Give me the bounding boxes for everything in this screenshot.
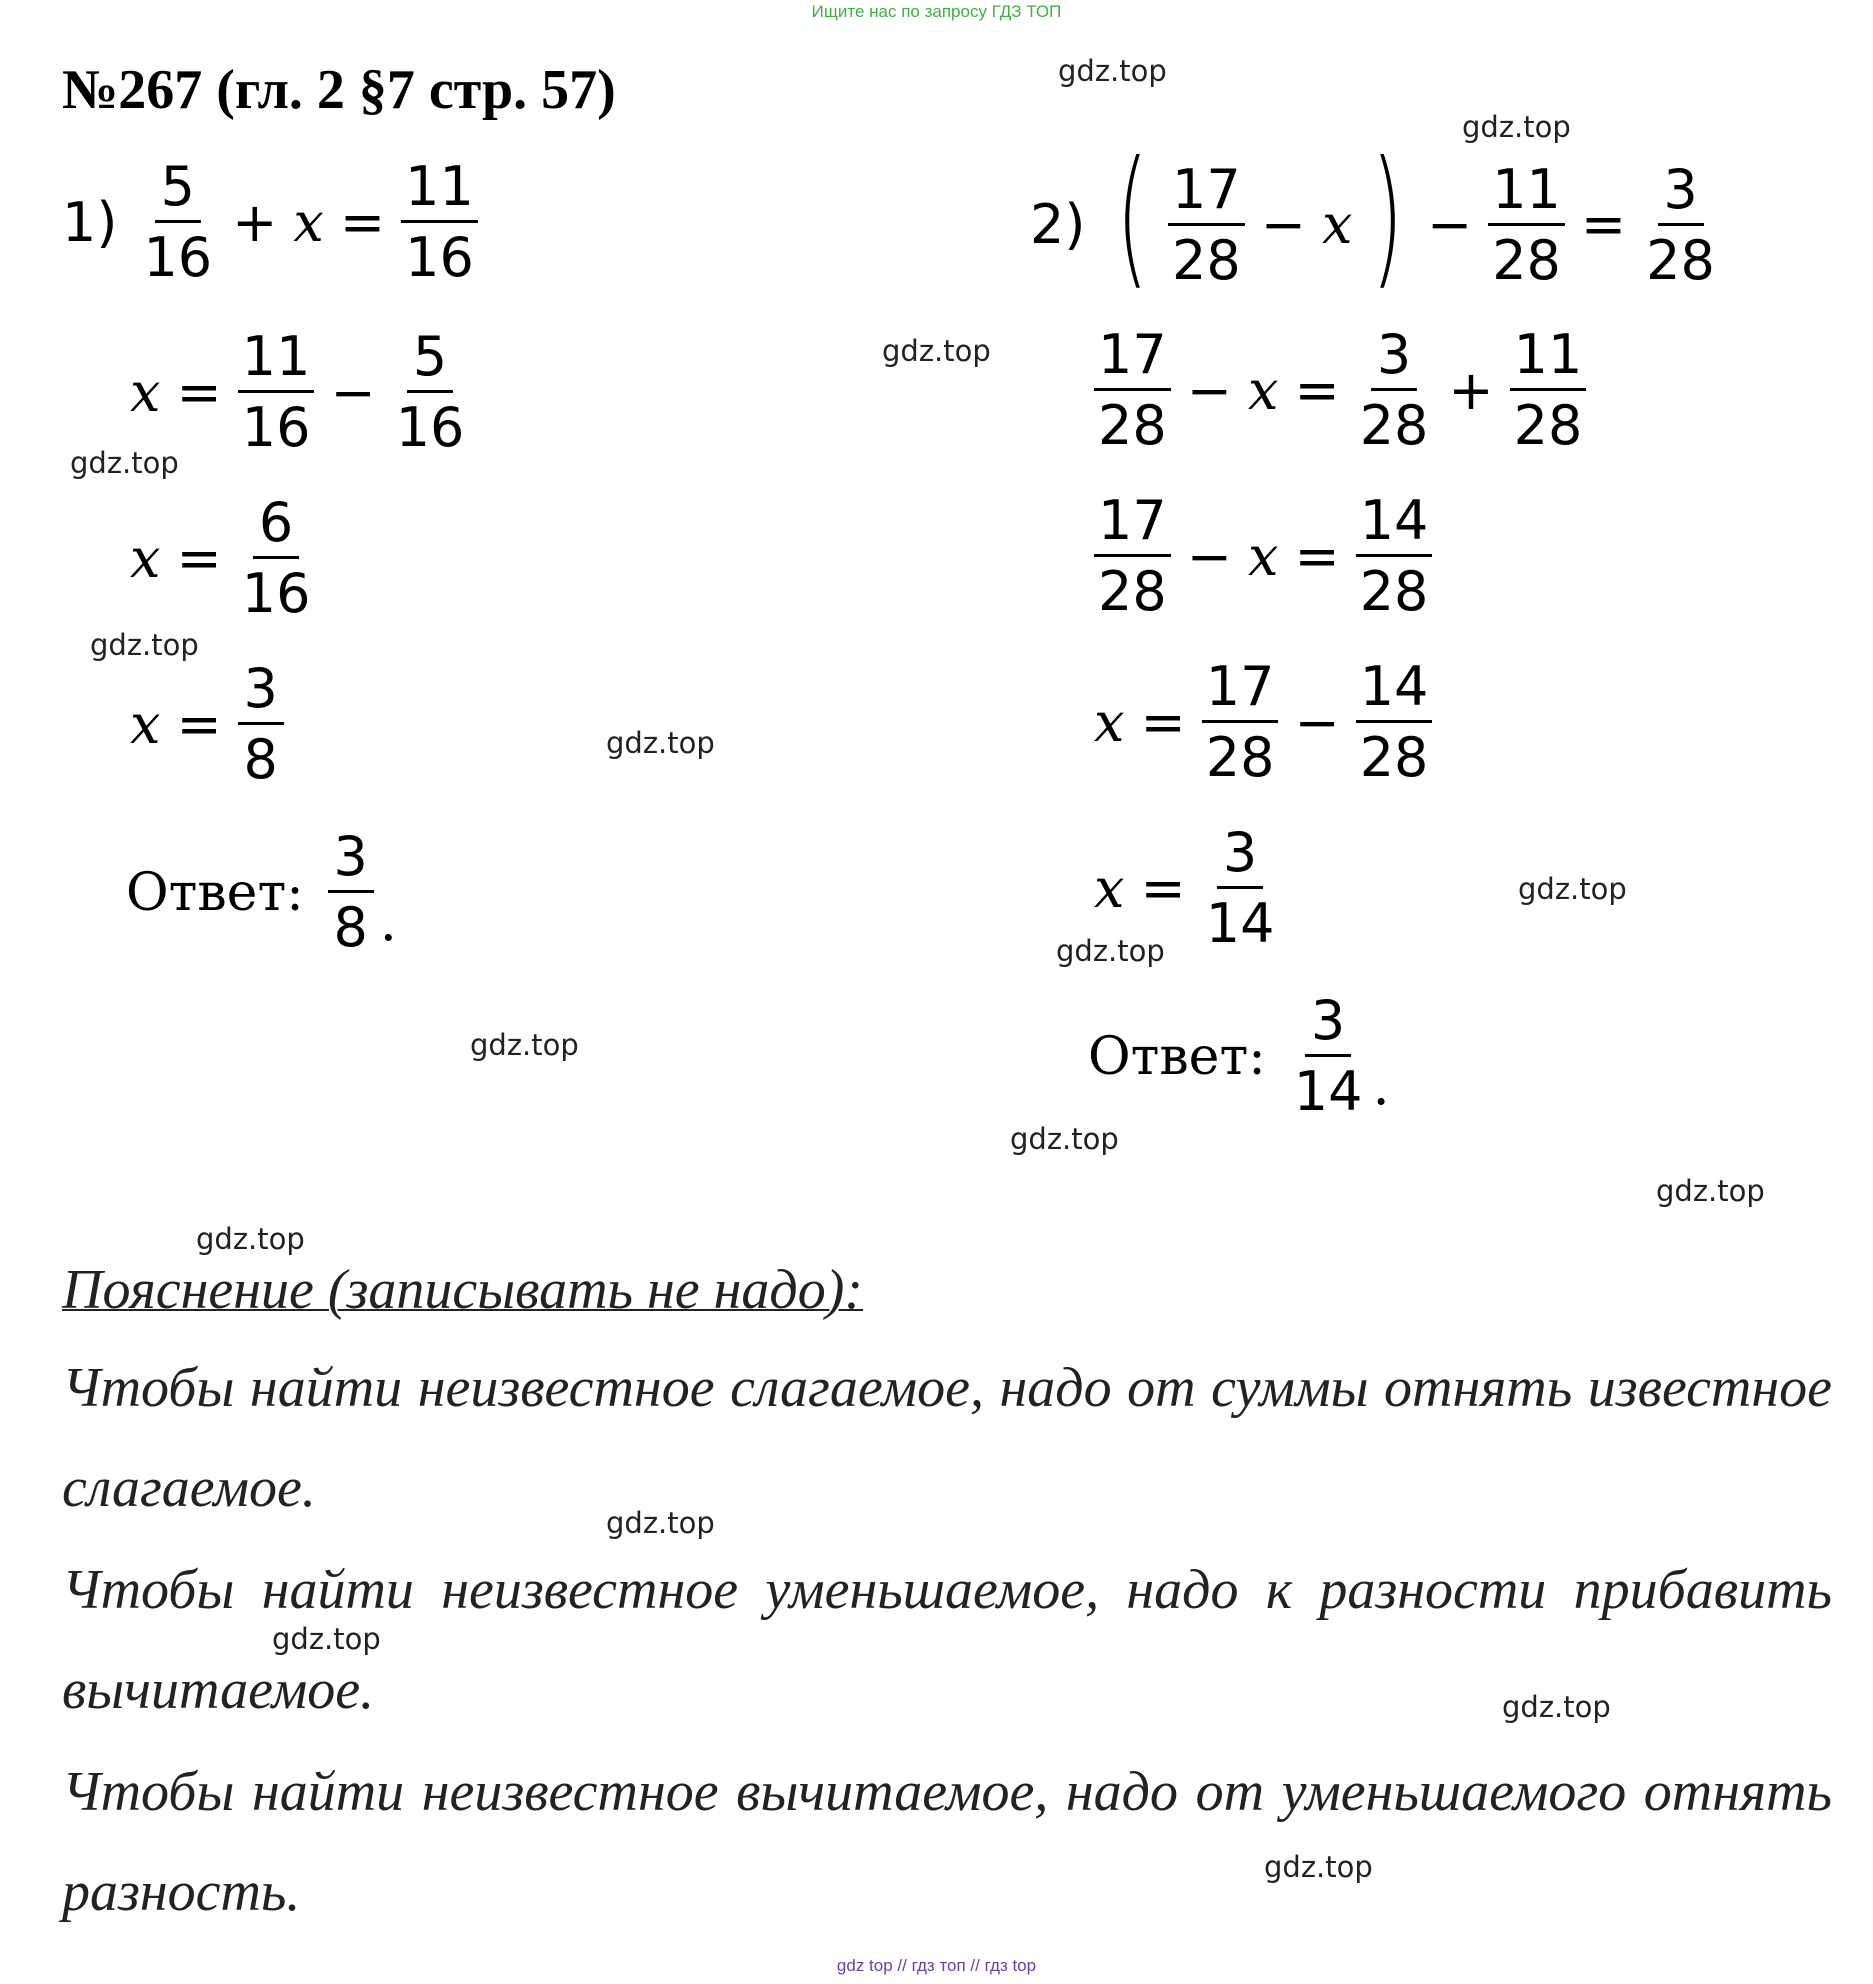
fraction: $\frac{3}{14}$ — [1293, 989, 1363, 1123]
fraction: $\frac{3}{28}$ — [1646, 157, 1715, 292]
fraction: $\frac{3}{28}$ — [1359, 323, 1429, 457]
fraction: $\frac{11}{28}$ — [1488, 163, 1565, 288]
part1-answer: Ответ: $\frac{3}{8}$ . — [126, 825, 397, 959]
fraction: $\frac{3}{14}$ — [1205, 821, 1275, 955]
fraction: $\frac{3}{8}$ — [328, 830, 374, 955]
bottom-banner: gdz top // гдз топ // гдз top — [836, 1956, 1037, 1975]
fraction: $\frac{11}{28}$ — [1510, 328, 1587, 453]
part2-step5: x = $\frac{3}{14}$ — [1088, 826, 1284, 951]
fraction: $\frac{3}{8}$ — [238, 662, 284, 787]
fraction: $\frac{11}{16}$ — [238, 330, 315, 455]
watermark: gdz.top — [606, 1506, 715, 1540]
part1-step3: x = $\frac{6}{16}$ — [124, 496, 320, 621]
watermark: gdz.top — [70, 446, 179, 480]
fraction: $\frac{17}{28}$ — [1202, 660, 1279, 785]
top-banner: Ищите нас по запросу ГДЗ ТОП — [811, 2, 1062, 21]
fraction: $\frac{6}{16}$ — [241, 491, 311, 625]
explanation-paragraph: Чтобы найти неизвестное слагаемое, надо от суммы отнять известное слагаемое. — [62, 1357, 1832, 1519]
watermark: gdz.top — [1656, 1174, 1765, 1208]
watermark: gdz.top — [90, 628, 199, 662]
part2-answer: Ответ: $\frac{3}{14}$ . — [1088, 989, 1390, 1123]
fraction: $\frac{17}{28}$ — [1094, 328, 1171, 453]
fraction: $\frac{17}{28}$ — [1094, 494, 1171, 619]
fraction: $\frac{17}{28}$ — [1168, 163, 1245, 288]
part2-step2: $\frac{17}{28}$ − x = $\frac{3}{28}$ + $\frac{11}{28}$ — [1088, 328, 1592, 453]
watermark: gdz.top — [1010, 1122, 1119, 1156]
fraction: $\frac{5}{16}$ — [395, 325, 465, 459]
part2-step3: $\frac{17}{28}$ − x = $\frac{14}{28}$ — [1088, 494, 1438, 619]
part1-step4: x = $\frac{3}{8}$ — [124, 662, 290, 787]
fraction: $\frac{14}{28}$ — [1356, 494, 1433, 619]
watermark: gdz.top — [1264, 1850, 1373, 1884]
part1-step1: 1) $\frac{5}{16}$ + x = $\frac{11}{16}$ — [62, 160, 484, 285]
part2-step4: x = $\frac{17}{28}$ − $\frac{14}{28}$ — [1088, 660, 1438, 785]
watermark: gdz.top — [1518, 872, 1627, 906]
watermark: gdz.top — [1058, 54, 1167, 88]
fraction: $\frac{5}{16}$ — [143, 155, 213, 289]
watermark: gdz.top — [1462, 110, 1571, 144]
watermark: gdz.top — [1502, 1690, 1611, 1724]
watermark: gdz.top — [882, 334, 991, 368]
watermark: gdz.top — [606, 726, 715, 760]
part2-step1: 2) ( $\frac{17}{28}$ − x ) − $\frac{11}{28}$ = $\frac{3}{28}$ — [1030, 158, 1725, 292]
fraction: $\frac{11}{16}$ — [401, 160, 478, 285]
fraction: $\frac{14}{28}$ — [1356, 660, 1433, 785]
explanation-heading: Пояснение (записывать не надо): — [62, 1259, 864, 1321]
watermark: gdz.top — [196, 1222, 305, 1256]
watermark: gdz.top — [272, 1622, 381, 1656]
explanation-paragraph: Чтобы найти неизвестное вычитаемое, надо от уменьшаемого отнять разность. — [62, 1761, 1832, 1923]
part1-label: 1) — [62, 190, 118, 254]
watermark: gdz.top — [470, 1028, 579, 1062]
part1-step2: x = $\frac{11}{16}$ − $\frac{5}{16}$ — [124, 330, 474, 455]
explanation-paragraph: Чтобы найти неизвестное уменьшаемое, надо к разности прибавить вычитаемое. — [62, 1559, 1832, 1721]
watermark: gdz.top — [1056, 934, 1165, 968]
page-title: №267 (гл. 2 §7 стр. 57) — [62, 59, 616, 121]
part2-label: 2) — [1030, 193, 1086, 256]
